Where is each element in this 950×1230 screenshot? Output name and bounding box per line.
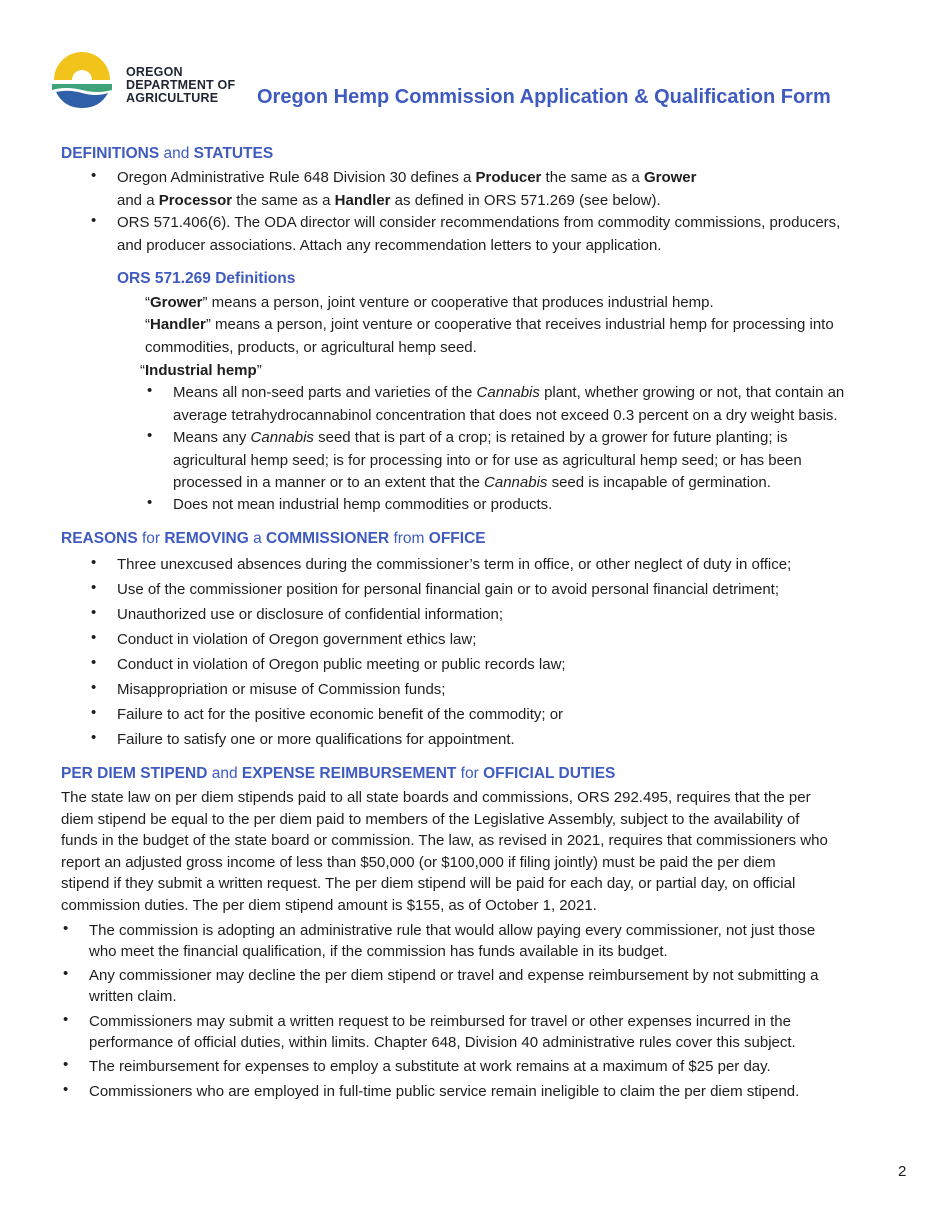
reasons-heading: REASONS for REMOVING a COMMISSIONER from OFFICE bbox=[61, 530, 486, 547]
logo-line: DEPARTMENT OF bbox=[126, 78, 236, 92]
list-item: • Means any Cannabis seed that is part of a crop; is retained by a grower for future planting; is agricultural hemp seed; is for processing into or for use as agricultural hemp seed; or has been processed in a manner or to an extent that the Cannabis seed is incapable of germination. bbox=[173, 427, 802, 495]
per-diem-heading: PER DIEM STIPEND and EXPENSE REIMBURSEMENT for OFFICIAL DUTIES bbox=[61, 765, 616, 782]
oda-logo bbox=[50, 50, 114, 110]
list-item: • Means all non-seed parts and varieties of the Cannabis plant, whether growing or not, that contain an average tetrahydrocannabinol concentration that does not exceed 0.3 percent on a dry weight basis. bbox=[173, 382, 844, 427]
list-item: • The reimbursement for expenses to employ a substitute at work remains at a maximum of $25 per day. bbox=[89, 1056, 771, 1077]
page-number: 2 bbox=[898, 1163, 907, 1180]
grower-definition: “Grower” means a person, joint venture or cooperative that produces industrial hemp. bbox=[145, 294, 714, 311]
list-item: • Unauthorized use or disclosure of confidential information; bbox=[117, 604, 503, 627]
logo-line: OREGON bbox=[126, 65, 183, 79]
logo-line: AGRICULTURE bbox=[126, 91, 219, 105]
list-item: • ORS 571.406(6). The ODA director will consider recommendations from commodity commissions, producers, and producer associations. Attach any recommendation letters to your application. bbox=[117, 212, 840, 257]
list-item: • Commissioners may submit a written request to be reimbursed for travel or other expenses incurred in the performance of official duties, within limits. Chapter 648, Division 40 administrative rules cover this subject. bbox=[89, 1011, 796, 1053]
list-item: • Does not mean industrial hemp commodities or products. bbox=[173, 494, 552, 517]
list-item: • Failure to act for the positive economic benefit of the commodity; or bbox=[117, 704, 563, 727]
list-item: • Misappropriation or misuse of Commission funds; bbox=[117, 679, 445, 702]
form-title: Oregon Hemp Commission Application & Qualification Form bbox=[257, 86, 831, 108]
industrial-hemp-definition: “Industrial hemp” bbox=[140, 362, 262, 379]
list-item: • Conduct in violation of Oregon government ethics law; bbox=[117, 629, 476, 652]
list-item: • Failure to satisfy one or more qualifications for appointment. bbox=[117, 729, 515, 752]
list-item: • Three unexcused absences during the commissioner’s term in office, or other neglect of duty in office; bbox=[117, 554, 791, 577]
list-item: • Oregon Administrative Rule 648 Division 30 defines a Producer the same as a Grower and a Processor the same as a Handler as defined in ORS 571.269 (see below). bbox=[117, 167, 696, 212]
list-item: • Commissioners who are employed in full-time public service remain ineligible to claim the per diem stipend. bbox=[89, 1081, 799, 1102]
per-diem-paragraph: The state law on per diem stipends paid to all state boards and commissions, ORS 292.495, requires that the per diem stipend be equal to the per diem paid to members of the Legislative Assembly, subject to the availability of funds in the budget of the state board or commission. The law, as revised in 2021, requires that commissioners who report an adjusted gross income of less than $50,000 (or $100,000 if filing jointly) must be paid the per diem stipend if they submit a written request. The per diem stipend will be paid for each day, or partial day, on official commission duties. The per diem stipend amount is $155, as of October 1, 2021. bbox=[61, 789, 828, 914]
list-item: • Use of the commissioner position for personal financial gain or to avoid personal financial detriment; bbox=[117, 579, 779, 602]
list-item: • The commission is adopting an administrative rule that would allow paying every commissioner, not just those who meet the financial qualification, if the commission has funds available in its budget. bbox=[89, 920, 815, 962]
oda-logo-text bbox=[126, 66, 235, 105]
ors-definitions-heading: ORS 571.269 Definitions bbox=[117, 270, 296, 287]
definitions-heading: DEFINITIONS and STATUTES bbox=[61, 145, 274, 162]
list-item: • Conduct in violation of Oregon public meeting or public records law; bbox=[117, 654, 566, 677]
list-item: • Any commissioner may decline the per diem stipend or travel and expense reimbursement by not submitting a written claim. bbox=[89, 965, 819, 1007]
handler-definition: “Handler” means a person, joint venture or cooperative that receives industrial hemp for processing into commodities, products, or agricultural hemp seed. bbox=[145, 316, 834, 356]
